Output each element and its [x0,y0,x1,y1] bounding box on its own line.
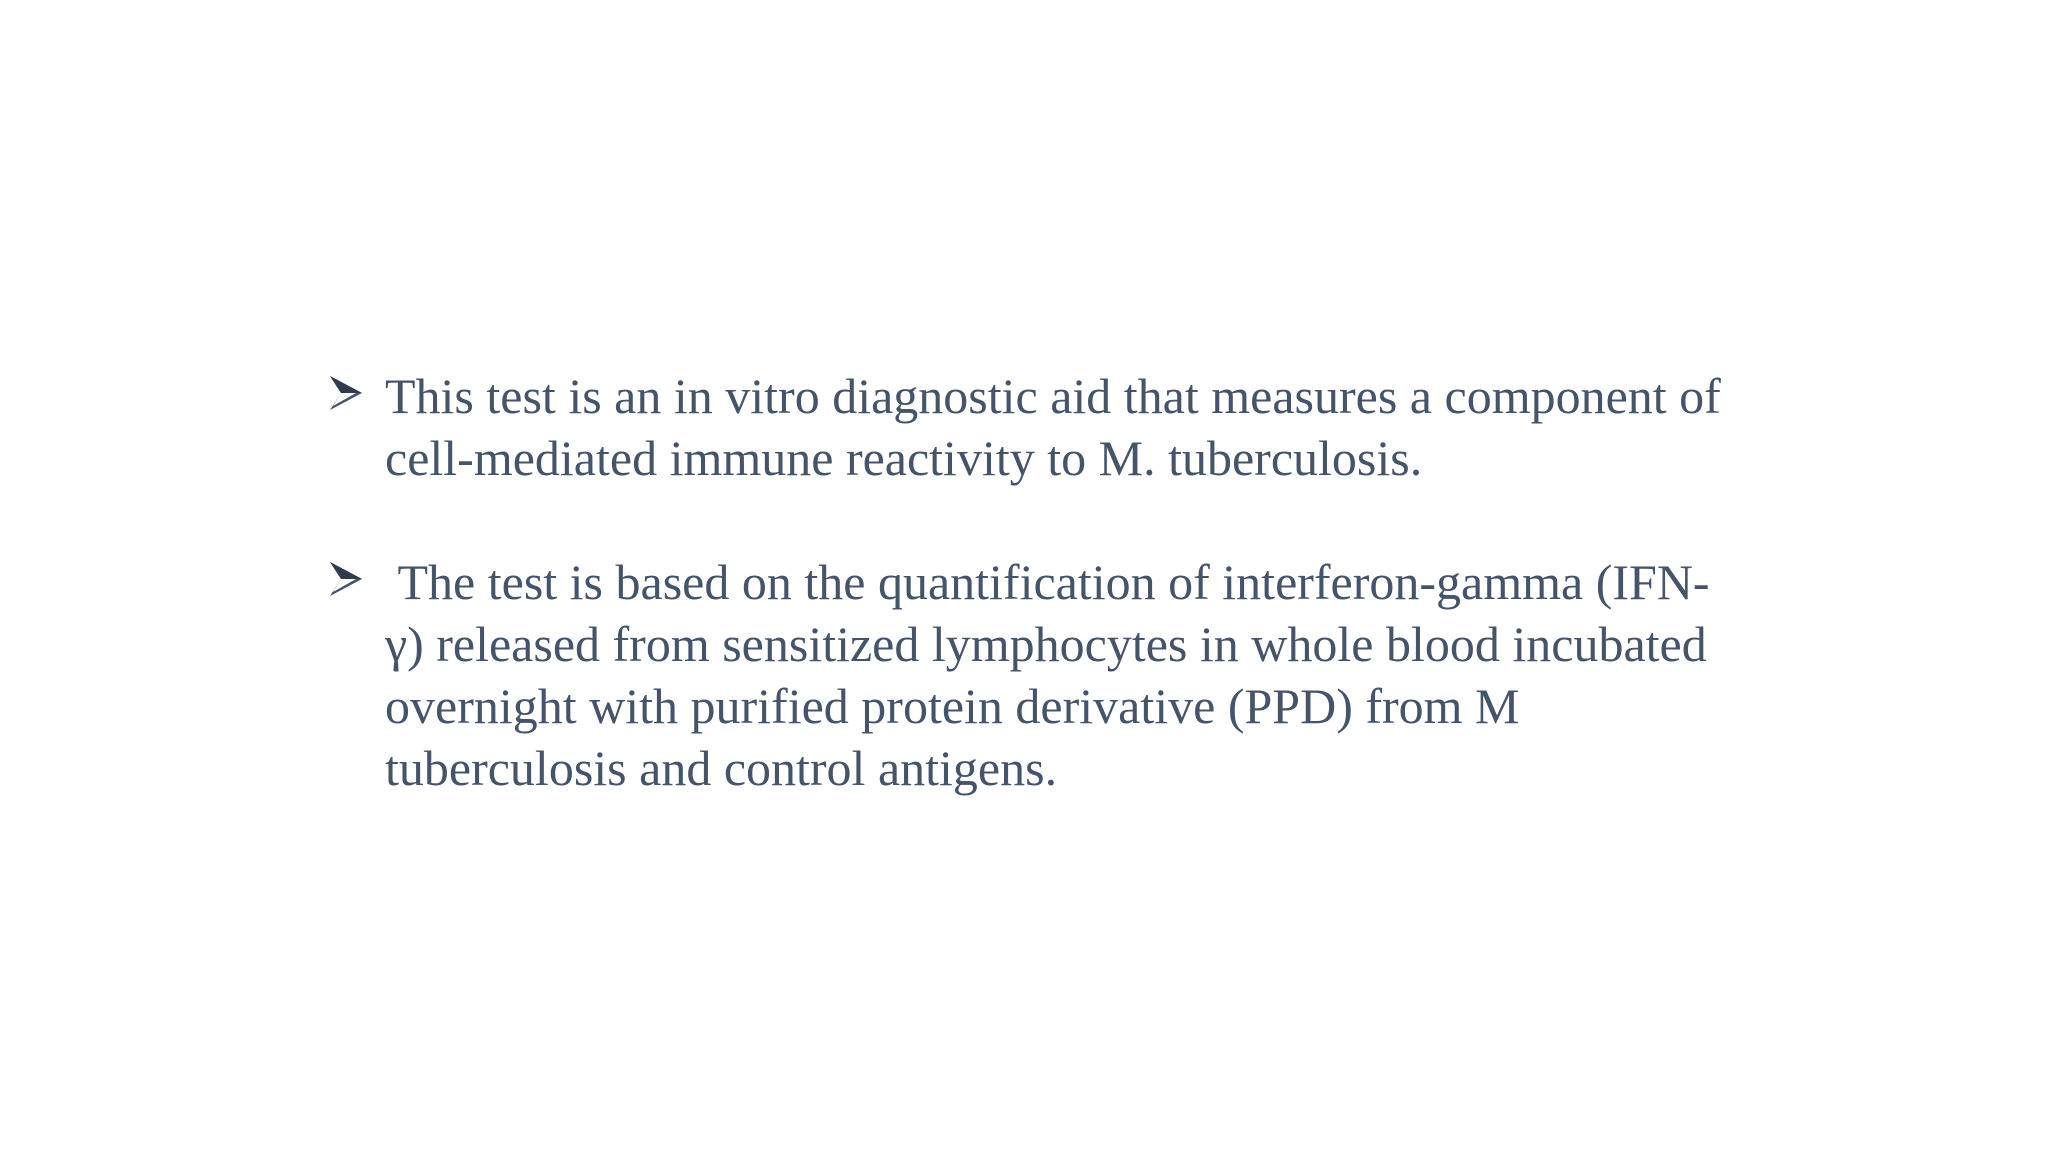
bullet-list [323,365,1743,799]
bullet-text: This test is an in vitro diagnostic aid that measures a component of cell-mediated immune reactivity to M. tuberculosis. [385,368,1721,486]
bullet-item [323,551,1743,799]
arrow-bullet-icon [329,559,363,599]
bullet-item [323,365,1743,489]
bullet-text: The test is based on the quantification of interferon-gamma (IFN-γ) released from sensitized lymphocytes in whole blood incubated overnight with purified protein derivative (PPD) from M tuberculosis and control antigens. [385,554,1710,796]
arrow-bullet-icon [329,373,363,413]
